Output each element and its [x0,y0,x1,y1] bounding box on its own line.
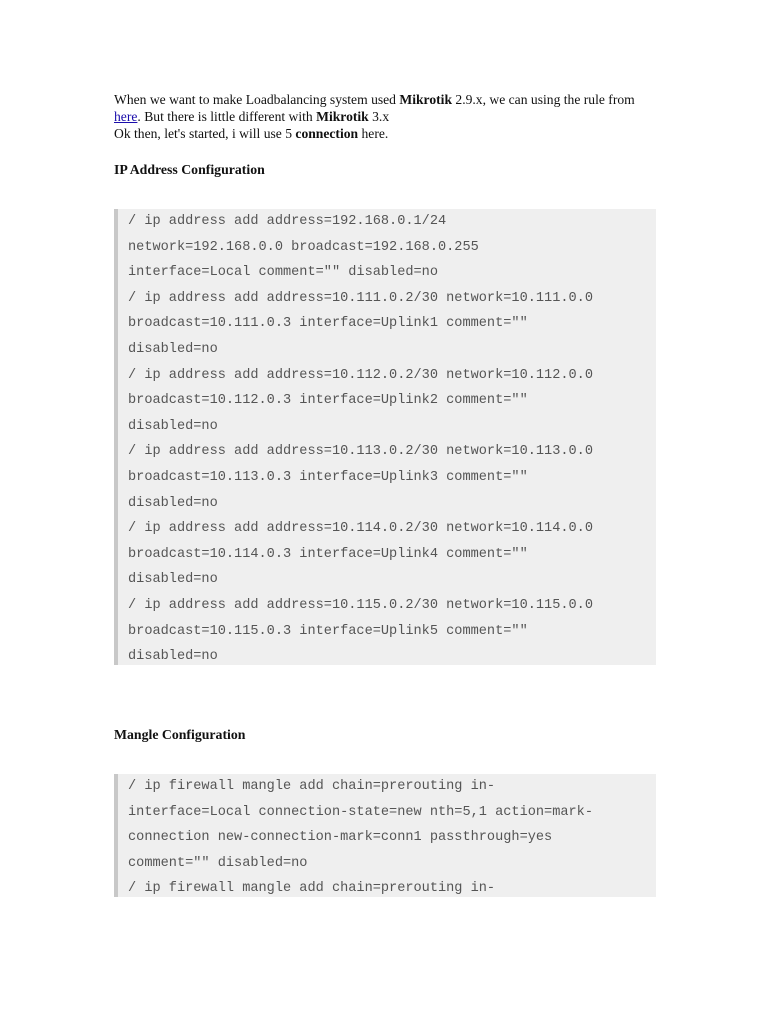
code-line: broadcast=10.112.0.3 interface=Uplink2 comment="" [128,393,528,409]
code-line: / ip address add address=192.168.0.1/24 [128,214,447,229]
mangle-heading: Mangle Configuration [114,727,246,742]
code-line: broadcast=10.111.0.3 interface=Uplink1 comment="" [128,316,528,332]
intro-bold-mikrotik: Mikrotik [316,109,369,124]
code-line: / ip firewall mangle add chain=prerouting in- [128,779,496,794]
ip-address-code-block [114,209,656,665]
code-line: / ip address add address=10.114.0.2/30 network=10.114.0.0 [128,521,593,537]
code-line: broadcast=10.113.0.3 interface=Uplink3 comment="" [128,469,528,485]
intro-text: . But there is little different with [137,109,317,124]
intro-text: 2.9.x, we can using the rule from [452,92,635,107]
code-line: / ip address add address=10.115.0.2/30 network=10.115.0.0 [128,597,593,613]
code-line: disabled=no [128,649,218,665]
ip-address-heading: IP Address Configuration [114,162,265,177]
code-line: disabled=no [128,418,218,434]
code-line: / ip address add address=10.113.0.2/30 network=10.113.0.0 [128,444,593,460]
intro-bold-mikrotik: Mikrotik [399,92,453,107]
mangle-code-block [114,774,656,897]
intro-bold-connection: connection [295,126,359,141]
here-link[interactable]: here [114,109,138,124]
intro-text: here. [358,126,389,141]
code-line: broadcast=10.115.0.3 interface=Uplink5 comment="" [128,623,528,639]
code-line: / ip address add address=10.111.0.2/30 network=10.111.0.0 [128,290,593,306]
intro-text: Ok then, let's started, i will use 5 [114,126,296,141]
intro-paragraph [114,91,654,142]
intro-text: When we want to make Loadbalancing system used [114,92,400,107]
code-line: / ip firewall mangle add chain=prerouting in- [128,881,496,897]
intro-text: 3.x [368,109,390,124]
code-line: / ip address add address=10.112.0.2/30 network=10.112.0.0 [128,367,593,383]
code-line: disabled=no [128,572,218,588]
code-line: connection new-connection-mark=conn1 passthrough=yes [128,830,553,846]
code-line: interface=Local connection-state=new nth=5,1 action=mark- [128,804,593,820]
code-line: network=192.168.0.0 broadcast=192.168.0.255 [128,239,479,255]
code-line: comment="" disabled=no [128,855,308,871]
code-line: disabled=no [128,495,218,511]
code-line: interface=Local comment="" disabled=no [128,265,438,281]
code-line: broadcast=10.114.0.3 interface=Uplink4 comment="" [128,546,528,562]
code-line: disabled=no [128,341,218,357]
